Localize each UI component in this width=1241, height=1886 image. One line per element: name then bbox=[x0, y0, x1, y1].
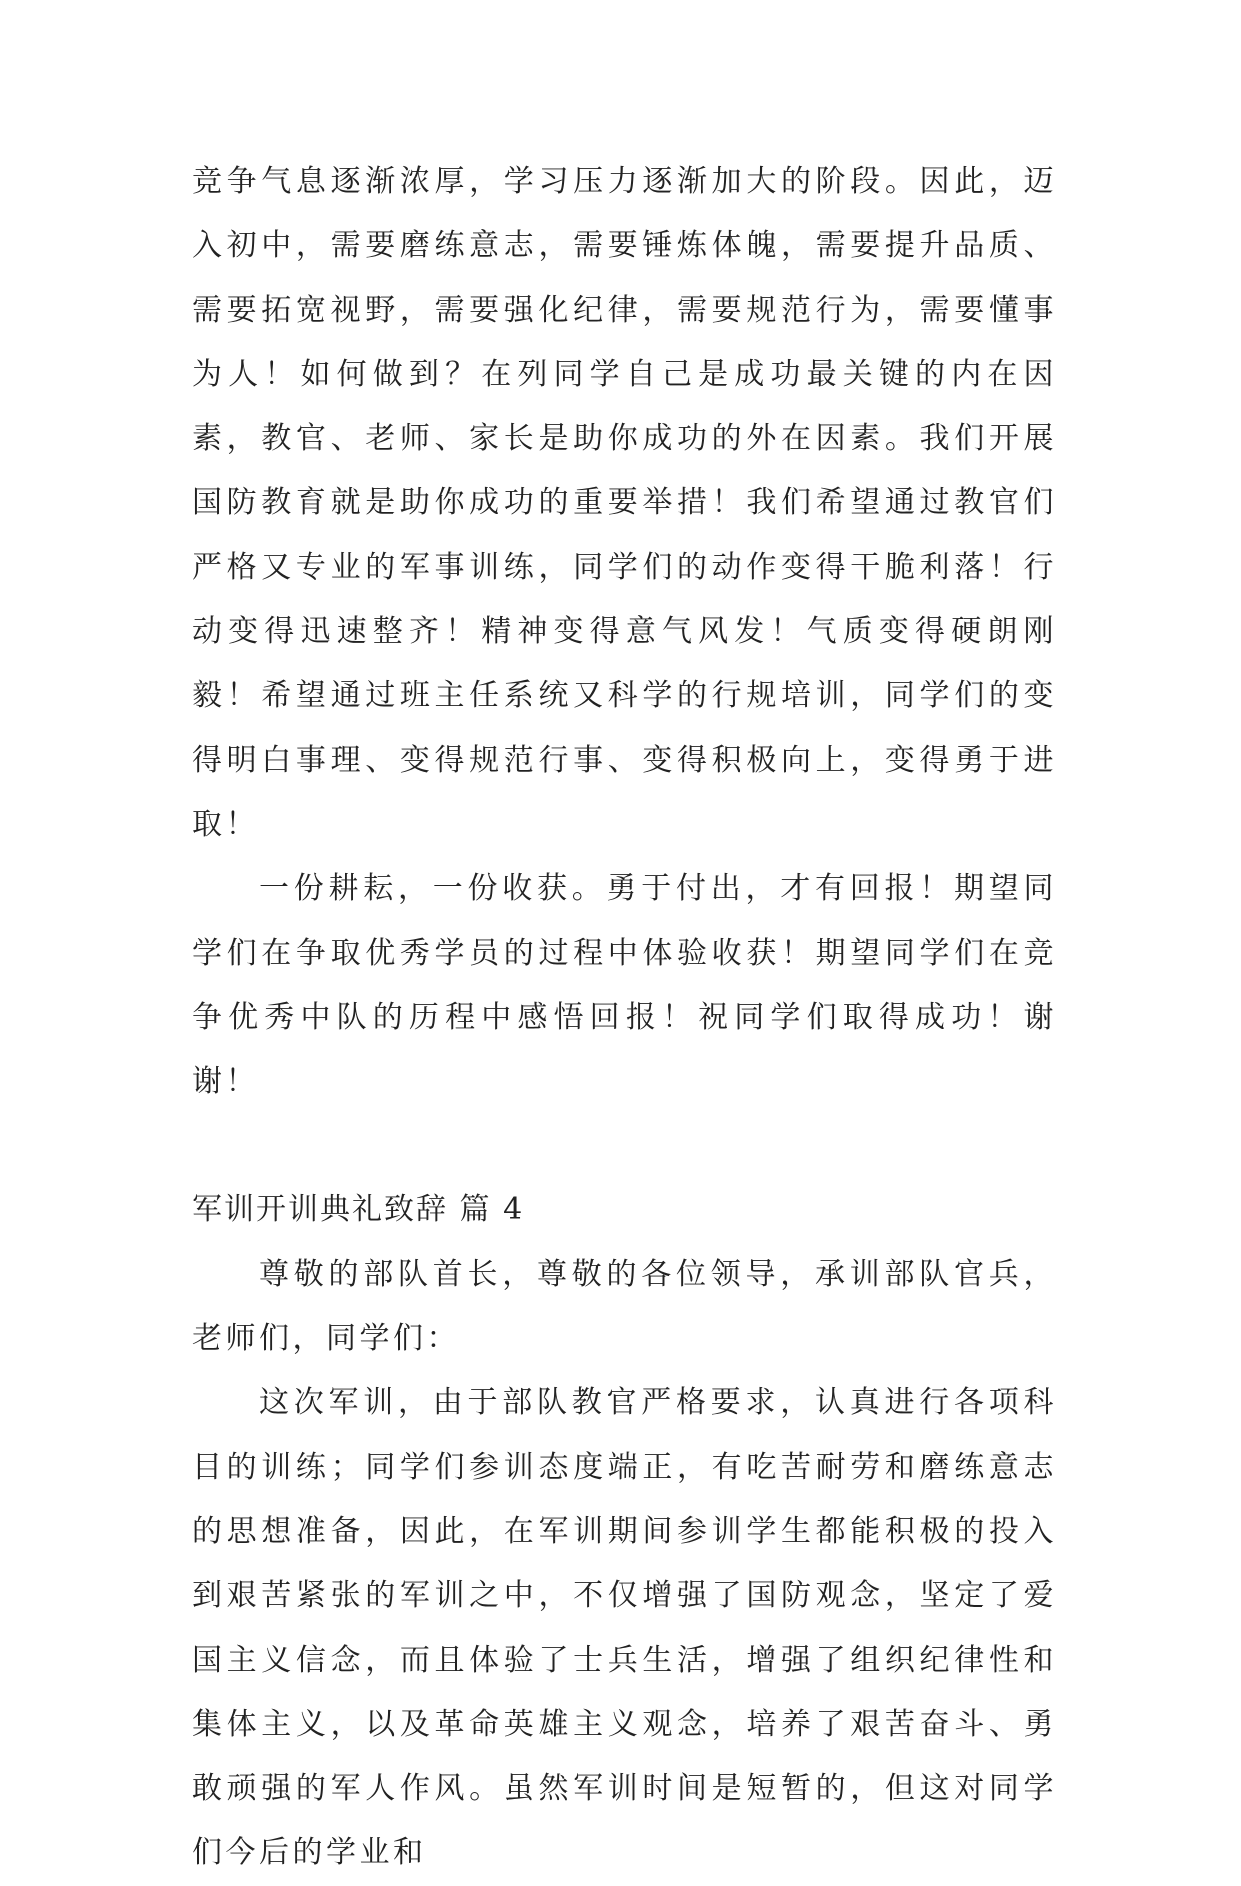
section-spacer bbox=[192, 1114, 1057, 1178]
paragraph-closing: 一份耕耘，一份收获。勇于付出，才有回报！期望同学们在争取优秀学员的过程中体验收获！期望同学们在竞争优秀中队的历程中感悟回报！祝同学们取得成功！谢谢！ bbox=[192, 871, 1057, 1100]
section-heading: 军训开训典礼致辞 篇 4 bbox=[192, 1192, 525, 1228]
paragraph-salutation: 尊敬的部队首长，尊敬的各位领导，承训部队官兵，老师们，同学们： bbox=[192, 1256, 1057, 1357]
document-body bbox=[192, 150, 1057, 1886]
paragraph-continuation: 竞争气息逐渐浓厚，学习压力逐渐加大的阶段。因此，迈入初中，需要磨练意志，需要锤炼体魄，需要提升品质、需要拓宽视野，需要强化纪律，需要规范行为，需要懂事为人！如何做到？在列同学自己是成功最关键的内在因素，教官、老师、家长是助你成功的外在因素。我们开展国防教育就是助你成功的重要举措！我们希望通过教官们严格又专业的军事训练，同学们的动作变得干脆利落！行动变得迅速整齐！精神变得意气风发！气质变得硬朗刚毅！希望通过班主任系统又科学的行规培训，同学们的变得明白事理、变得规范行事、变得积极向上，变得勇于进取！ bbox=[192, 164, 1057, 842]
paragraph-body: 这次军训，由于部队教官严格要求，认真进行各项科目的训练；同学们参训态度端正，有吃苦耐劳和磨练意志的思想准备，因此，在军训期间参训学生都能积极的投入到艰苦紧张的军训之中，不仅增强了国防观念，坚定了爱国主义信念，而且体验了士兵生活，增强了组织纪律性和集体主义，以及革命英雄主义观念，培养了艰苦奋斗、勇敢顽强的军人作风。虽然军训时间是短暂的，但这对同学们今后的学业和 bbox=[192, 1385, 1057, 1871]
